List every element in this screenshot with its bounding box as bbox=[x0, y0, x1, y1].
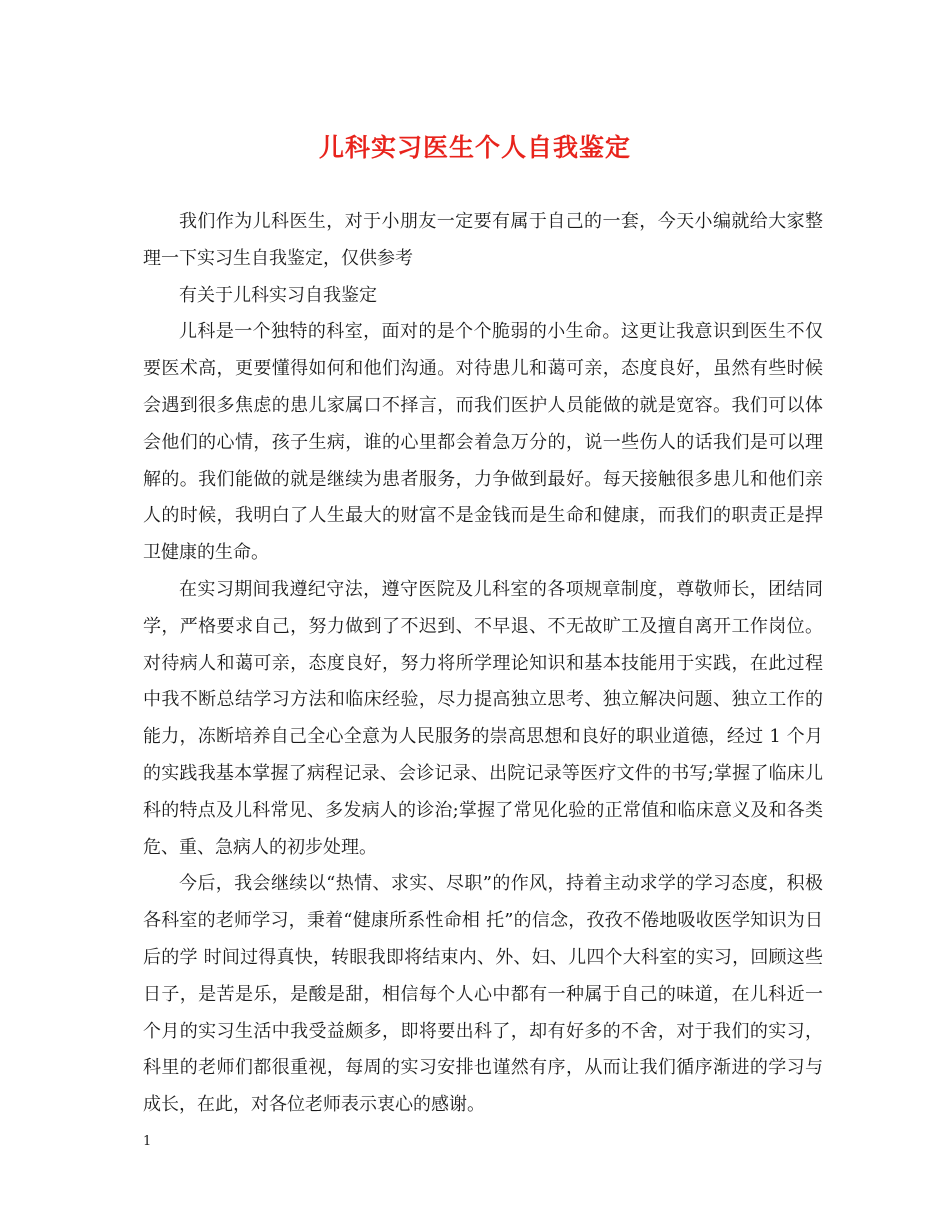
page-number: 1 bbox=[143, 1134, 152, 1149]
document-body bbox=[143, 204, 823, 1124]
section-heading: 有关于儿科实习自我鉴定 bbox=[179, 284, 377, 306]
paragraph-pediatrics: 儿科是一个独特的科室，面对的是个个脆弱的小生命。这更让我意识到医生不仅要医术高，更要懂得如何和他们沟通。对待患儿和蔼可亲，态度良好，虽然有些时候会遇到很多焦虑的患儿家属口不择言，而我们医护人员能做的就是宽容。我们可以体会他们的心情，孩子生病，谁的心里都会着急万分的，说一些伤人的话我们是可以理解的。我们能做的就是继续为患者服务，力争做到最好。每天接触很多患儿和他们亲人的时候，我明白了人生最大的财富不是金钱而是生命和健康，而我们的职责正是捍卫健康的生命。 bbox=[143, 321, 823, 564]
paragraph-internship: 在实习期间我遵纪守法，遵守医院及儿科室的各项规章制度，尊敬师长，团结同学，严格要求自己，努力做到了不迟到、不早退、不无故旷工及擅自离开工作岗位。对待病人和蔼可亲，态度良好，努力将所学理论知识和基本技能用于实践，在此过程中我不断总结学习方法和临床经验，尽力提高独立思考、独立解决问题、独立工作的能力，冻断培养自己全心全意为人民服务的崇高思想和良好的职业道德，经过 1 个月的实践我基本掌握了病程记录、会诊记录、出院记录等医疗文件的书写;掌握了临床儿科的特点及儿科常见、多发病人的诊治;掌握了常见化验的正常值和临床意义及和各类危、重、急病人的初步处理。 bbox=[143, 578, 823, 858]
page-title: 儿科实习医生个人自我鉴定 bbox=[318, 133, 631, 162]
paragraph-intro: 我们作为儿科医生，对于小朋友一定要有属于自己的一套，今天小编就给大家整理一下实习生自我鉴定，仅供参考 bbox=[143, 211, 823, 269]
paragraph-future: 今后，我会继续以“热情、求实、尽职”的作风，持着主动求学的学习态度，积极各科室的老师学习，秉着“健康所系性命相 托”的信念，孜孜不倦地吸收医学知识为日后的学 时间过得真快，转眼我即将结束内、外、妇、儿四个大科室的实习，回顾这些日子，是苦是乐，是酸是甜，相信每个人心中都有一种属于自己的味道，在儿科近一个月的实习生活中我受益颇多，即将要出科了，却有好多的不舍，对于我们的实习，科里的老师们都很重视，每周的实习安排也谨然有序，从而让我们循序渐进的学习与成长，在此，对各位老师表示衷心的感谢。 bbox=[143, 873, 823, 1116]
